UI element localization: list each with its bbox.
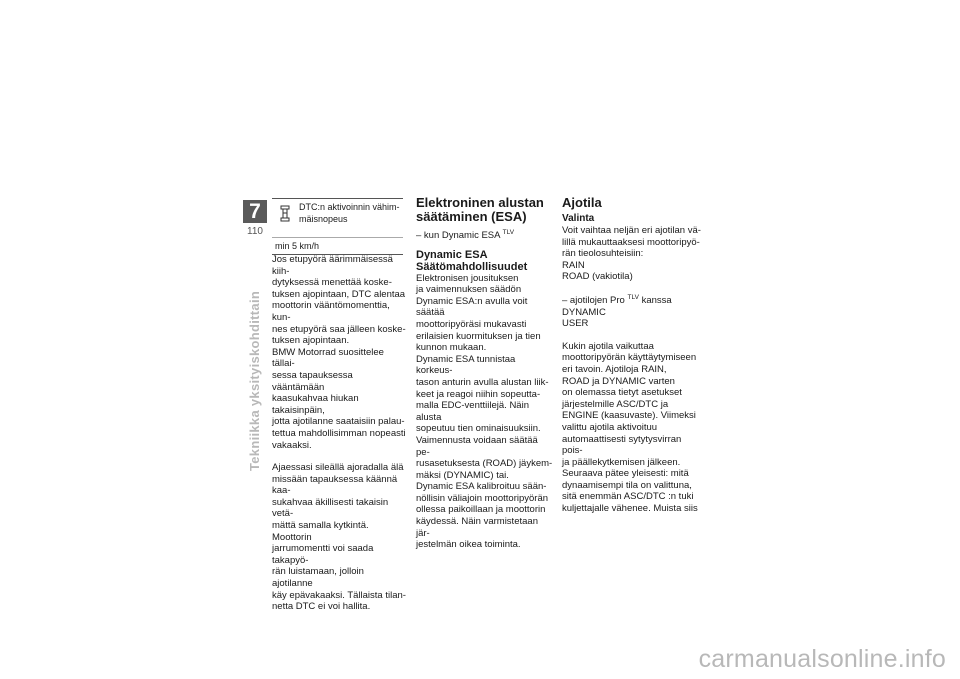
text-line: ollessa paikoillaan ja moottorin — [416, 504, 546, 516]
text-line: ENGINE (kaasuvaste). Viimeksi — [562, 410, 696, 422]
text-line: tuksen ajopintaan, DTC alentaa — [272, 288, 406, 300]
watermark: carmanualsonline.info — [698, 645, 946, 673]
heading-line: Dynamic ESA — [416, 248, 488, 261]
chapter-number: 7 — [243, 200, 267, 223]
text-line: Dynamic ESA:n avulla voit säätää — [416, 295, 528, 319]
column-1 — [272, 254, 407, 613]
text-line: erilaisien kuormituksen ja tien — [416, 330, 541, 342]
text-line: mättä samalla kytkintä. Moottorin — [272, 520, 369, 543]
text-line: kaasukahvaa hiukan takaisinpäin, — [272, 393, 359, 416]
heading-line: Säätömahdollisuudet — [416, 260, 528, 273]
heading-line: Elektroninen alustan — [416, 195, 544, 210]
text-line: mäksi (DYNAMIC) tai. — [416, 469, 509, 481]
option-sup: TLV — [627, 293, 639, 301]
text-line: on olemassa tietyt asetukset — [562, 387, 682, 399]
text-line: rän luistamaan, jolloin ajotilanne — [272, 566, 364, 590]
text-line: automaattisesti sytytysvirran pois- — [562, 433, 682, 457]
subsection-heading — [416, 249, 554, 273]
option-line — [416, 227, 554, 242]
paragraph — [562, 225, 702, 283]
option-line — [562, 292, 702, 307]
text-line: ja vaimennuksen säädön — [416, 284, 522, 296]
text-line: eri tavoin. Ajotiloja RAIN, — [562, 363, 667, 375]
option-text: – kun Dynamic ESA — [416, 230, 500, 241]
spec-label — [299, 201, 400, 225]
text-line: Seuraava pätee yleisesti: mitä — [562, 468, 689, 480]
text-line: jotta ajotilanne saataisiin palau- — [272, 416, 405, 428]
text-line: nes etupyörä saa jälleen koske- — [272, 323, 406, 335]
paragraph — [272, 254, 407, 451]
text-line: käydessä. Näin varmistetaan jär- — [416, 516, 538, 539]
spec-label-line: mäisnopeus — [299, 214, 348, 224]
text-line: ROAD ja DYNAMIC varten — [562, 375, 675, 387]
column-3 — [562, 196, 702, 515]
chapter-title: Tekniikka yksityiskohdittain — [247, 290, 262, 471]
text-line: Dynamic ESA kalibroituu sään- — [416, 481, 547, 493]
text-line: jarrumomentti voi saada takapyö- — [272, 543, 374, 566]
text-line: BMW Motorrad suosittelee tällai- — [272, 346, 384, 370]
text-line: Vaimennusta voidaan säätää pe- — [416, 434, 538, 458]
text-line: lillä mukauttaaksesi moottoripyö- — [562, 236, 700, 248]
text-line: keet ja reagoi niihin sopeutta- — [416, 388, 541, 400]
text-line: malla EDC-venttiilejä. Näin alusta — [416, 400, 529, 423]
text-line: Jos etupyörä äärimmäisessä kiih- — [272, 254, 393, 277]
text-line: RAIN — [562, 259, 585, 271]
option-sup: TLV — [502, 229, 515, 236]
heading-line: säätäminen (ESA) — [416, 209, 527, 224]
text-line: netta DTC ei voi hallita. — [272, 601, 371, 613]
text-line: valittu ajotila aktivoituu — [562, 421, 658, 433]
text-line: moottorin vääntömomenttia, kun- — [272, 300, 390, 323]
text-line: käy epävakaaksi. Tällaista tilan- — [272, 589, 406, 601]
spec-label-line: DTC:n aktivoinnin vähim- — [299, 202, 400, 212]
text-line: Dynamic ESA tunnistaa korkeus- — [416, 353, 516, 377]
text-line: kuljettajalle vähenee. Muista siis — [562, 503, 698, 515]
text-line: järjestelmille ASC/DTC ja — [562, 398, 669, 410]
text-line: kunnon mukaan. — [416, 342, 487, 354]
paragraph — [562, 307, 702, 330]
text-line: nöllisin väliajoin moottoripyörän — [416, 492, 549, 504]
subsection-heading: Valinta — [562, 213, 595, 224]
spec-value: min 5 km/h — [275, 241, 320, 251]
text-line: Voit vaihtaa neljän eri ajotilan vä- — [562, 225, 701, 236]
text-line: sukahvaa äkillisesti takaisin vetä- — [272, 496, 389, 520]
text-line: jestelmän oikea toiminta. — [416, 539, 521, 551]
spec-table-row — [272, 199, 403, 238]
text-line: missään tapauksessa käännä kaa- — [272, 473, 398, 497]
text-line: sitä enemmän ASC/DTC :n tuki — [562, 491, 694, 503]
text-line: vakaaksi. — [272, 439, 312, 451]
text-line: rän tieolosuhteisiin: — [562, 248, 644, 260]
text-line: DYNAMIC — [562, 306, 606, 318]
text-line: tettua mahdollisimman nopeasti — [272, 427, 406, 439]
text-line: moottoripyörän käyttäytymiseen — [562, 352, 697, 364]
text-line: sopeutuu tien ominaisuuksiin. — [416, 423, 541, 435]
paragraph — [416, 273, 554, 551]
text-line: dynaamisempi tila on valittuna, — [562, 479, 692, 491]
section-heading: Ajotila — [562, 195, 602, 210]
text-line: ja päällekytkemisen jälkeen. — [562, 456, 681, 468]
text-line: tuksen ajopintaan. — [272, 335, 350, 347]
text-line: dytyksessä menettää koske- — [272, 277, 392, 289]
spec-table — [272, 198, 403, 255]
column-2 — [416, 196, 554, 551]
text-line: sessa tapauksessa vääntämään — [272, 369, 353, 393]
text-line: Elektronisen jousituksen — [416, 272, 519, 284]
motorcycle-tyre-icon — [278, 204, 292, 222]
text-line: rusasetuksesta (ROAD) jäykem- — [416, 458, 553, 470]
text-line: USER — [562, 318, 589, 330]
paragraph — [272, 462, 407, 613]
option-suffix: kanssa — [638, 294, 672, 306]
text-line: Ajaessasi sileällä ajoradalla älä — [272, 462, 404, 474]
page-number: 110 — [247, 226, 263, 237]
section-heading — [416, 196, 554, 224]
text-line: tason anturin avulla alustan liik- — [416, 376, 549, 388]
text-line: Kukin ajotila vaikuttaa — [562, 340, 654, 352]
text-line: moottoripyöräsi mukavasti — [416, 318, 527, 330]
paragraph — [562, 341, 702, 515]
option-text: – ajotilojen Pro — [562, 294, 625, 306]
text-line: ROAD (vakiotila) — [562, 271, 633, 283]
